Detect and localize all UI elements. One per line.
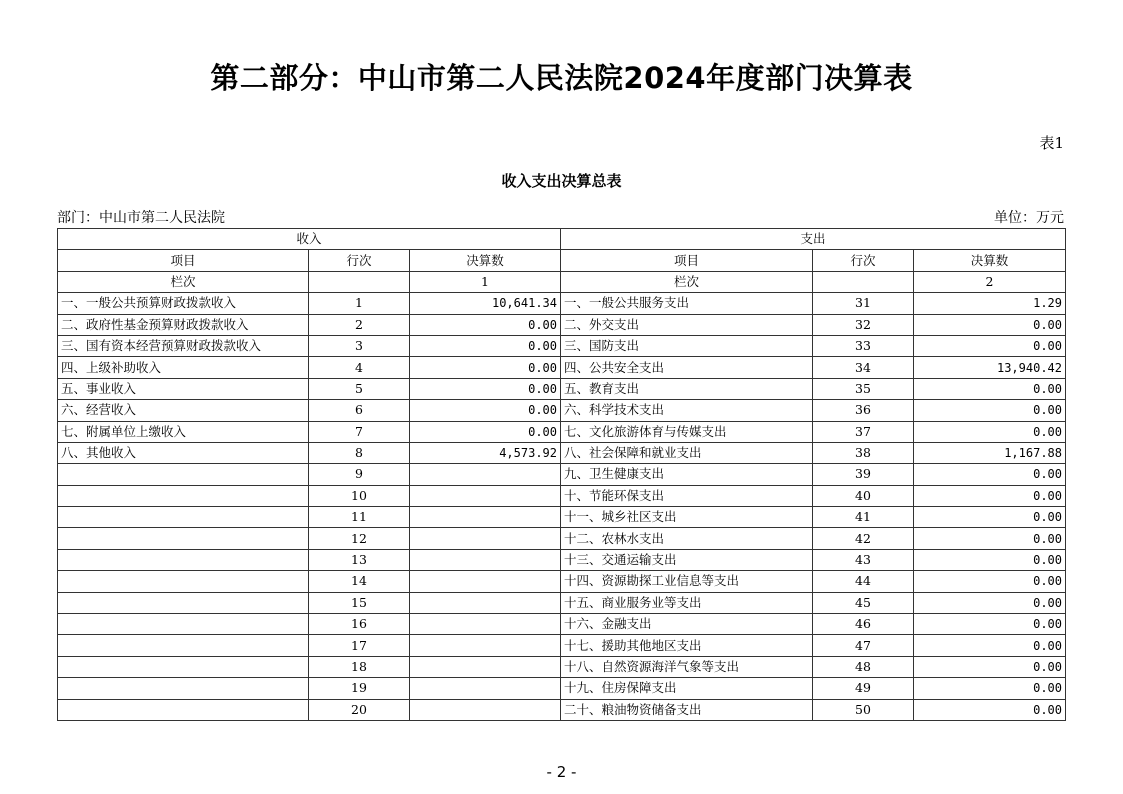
expense-amount-cell: 0.00 [914, 614, 1066, 635]
expense-item-cell: 二、外交支出 [561, 314, 813, 335]
expense-index-value: 2 [914, 271, 1066, 292]
expense-line-cell: 41 [813, 507, 914, 528]
expense-line-cell: 33 [813, 335, 914, 356]
table-number: 表1 [1039, 134, 1064, 152]
expense-item-cell: 十七、援助其他地区支出 [561, 635, 813, 656]
income-item-cell: 八、其他收入 [58, 442, 309, 463]
income-line-cell: 12 [309, 528, 410, 549]
table-row [58, 314, 1066, 335]
table-row [58, 699, 1066, 720]
table-row [58, 485, 1066, 506]
expense-line-cell: 50 [813, 699, 914, 720]
section-header-row [58, 229, 1066, 250]
income-line-cell: 16 [309, 614, 410, 635]
expense-amount-cell: 1.29 [914, 293, 1066, 314]
income-item-cell: 四、上级补助收入 [58, 357, 309, 378]
income-line-cell: 10 [309, 485, 410, 506]
income-item-cell: 六、经营收入 [58, 400, 309, 421]
income-index-line [309, 271, 410, 292]
income-item-cell [58, 656, 309, 677]
expense-line-cell: 34 [813, 357, 914, 378]
income-line-cell: 18 [309, 656, 410, 677]
income-amount-cell [410, 549, 561, 570]
expense-amount-cell: 0.00 [914, 335, 1066, 356]
income-amount-cell [410, 592, 561, 613]
income-item-header: 项目 [58, 250, 309, 271]
income-expense-table [57, 228, 1066, 721]
expense-line-cell: 48 [813, 656, 914, 677]
table-row [58, 571, 1066, 592]
table-row [58, 528, 1066, 549]
page-title: 第二部分：中山市第二人民法院2024年度部门决算表 [210, 61, 913, 95]
table-row [58, 293, 1066, 314]
income-item-cell: 三、国有资本经营预算财政拨款收入 [58, 335, 309, 356]
expense-line-cell: 49 [813, 678, 914, 699]
expense-amount-cell: 0.00 [914, 635, 1066, 656]
expense-amount-cell: 0.00 [914, 507, 1066, 528]
income-amount-header: 决算数 [410, 250, 561, 271]
income-item-cell [58, 635, 309, 656]
expense-amount-cell: 0.00 [914, 549, 1066, 570]
expense-line-cell: 42 [813, 528, 914, 549]
table-row [58, 635, 1066, 656]
income-line-cell: 20 [309, 699, 410, 720]
income-line-cell: 11 [309, 507, 410, 528]
income-line-cell: 13 [309, 549, 410, 570]
unit-label: 单位：万元 [994, 210, 1064, 226]
income-item-cell: 七、附属单位上缴收入 [58, 421, 309, 442]
income-item-cell [58, 507, 309, 528]
expense-amount-cell: 1,167.88 [914, 442, 1066, 463]
expense-item-cell: 九、卫生健康支出 [561, 464, 813, 485]
income-line-header: 行次 [309, 250, 410, 271]
table-row [58, 507, 1066, 528]
column-index-row [58, 271, 1066, 292]
expense-item-cell: 六、科学技术支出 [561, 400, 813, 421]
expense-line-cell: 45 [813, 592, 914, 613]
expense-item-cell: 十六、金融支出 [561, 614, 813, 635]
expense-item-cell: 七、文化旅游体育与传媒支出 [561, 421, 813, 442]
expense-line-cell: 36 [813, 400, 914, 421]
income-line-cell: 6 [309, 400, 410, 421]
expense-item-cell: 十四、资源勘探工业信息等支出 [561, 571, 813, 592]
expense-item-cell: 四、公共安全支出 [561, 357, 813, 378]
table-row [58, 378, 1066, 399]
expense-item-cell: 十二、农林水支出 [561, 528, 813, 549]
expense-amount-header: 决算数 [914, 250, 1066, 271]
income-line-cell: 19 [309, 678, 410, 699]
income-item-cell [58, 485, 309, 506]
income-line-cell: 5 [309, 378, 410, 399]
expense-line-header: 行次 [813, 250, 914, 271]
expense-amount-cell: 0.00 [914, 464, 1066, 485]
table-title: 收入支出决算总表 [501, 172, 622, 190]
income-item-cell [58, 464, 309, 485]
expense-item-cell: 三、国防支出 [561, 335, 813, 356]
income-amount-cell: 0.00 [410, 314, 561, 335]
income-amount-cell [410, 678, 561, 699]
income-amount-cell [410, 507, 561, 528]
income-item-cell [58, 549, 309, 570]
income-line-cell: 1 [309, 293, 410, 314]
expense-amount-cell: 0.00 [914, 678, 1066, 699]
expense-item-cell: 八、社会保障和就业支出 [561, 442, 813, 463]
expense-line-cell: 46 [813, 614, 914, 635]
expense-amount-cell: 0.00 [914, 485, 1066, 506]
expense-item-cell: 十三、交通运输支出 [561, 549, 813, 570]
expense-item-cell: 十八、自然资源海洋气象等支出 [561, 656, 813, 677]
income-line-cell: 17 [309, 635, 410, 656]
income-line-cell: 2 [309, 314, 410, 335]
expense-line-cell: 38 [813, 442, 914, 463]
income-amount-cell: 0.00 [410, 421, 561, 442]
table-row [58, 592, 1066, 613]
table-row [58, 656, 1066, 677]
table-row [58, 549, 1066, 570]
income-item-cell: 二、政府性基金预算财政拨款收入 [58, 314, 309, 335]
expense-item-cell: 五、教育支出 [561, 378, 813, 399]
expense-item-header: 项目 [561, 250, 813, 271]
expense-index-label: 栏次 [561, 271, 813, 292]
expense-item-cell: 十九、住房保障支出 [561, 678, 813, 699]
expense-amount-cell: 0.00 [914, 699, 1066, 720]
expense-item-cell: 二十、粮油物资储备支出 [561, 699, 813, 720]
income-line-cell: 14 [309, 571, 410, 592]
income-item-cell [58, 699, 309, 720]
expense-line-cell: 43 [813, 549, 914, 570]
expense-item-cell: 十五、商业服务业等支出 [561, 592, 813, 613]
expense-amount-cell: 0.00 [914, 528, 1066, 549]
expense-line-cell: 35 [813, 378, 914, 399]
expense-line-cell: 47 [813, 635, 914, 656]
income-section-header: 收入 [58, 229, 561, 250]
income-line-cell: 4 [309, 357, 410, 378]
income-amount-cell [410, 464, 561, 485]
income-index-value: 1 [410, 271, 561, 292]
table-row [58, 335, 1066, 356]
expense-line-cell: 32 [813, 314, 914, 335]
page-number: - 2 - [546, 763, 577, 781]
income-amount-cell [410, 528, 561, 549]
expense-amount-cell: 0.00 [914, 592, 1066, 613]
income-amount-cell [410, 656, 561, 677]
table-row [58, 421, 1066, 442]
table-row [58, 400, 1066, 421]
income-index-label: 栏次 [58, 271, 309, 292]
income-amount-cell: 10,641.34 [410, 293, 561, 314]
expense-line-cell: 31 [813, 293, 914, 314]
income-item-cell: 一、一般公共预算财政拨款收入 [58, 293, 309, 314]
income-line-cell: 8 [309, 442, 410, 463]
income-line-cell: 9 [309, 464, 410, 485]
expense-amount-cell: 0.00 [914, 656, 1066, 677]
income-amount-cell [410, 699, 561, 720]
income-amount-cell: 0.00 [410, 378, 561, 399]
expense-line-cell: 44 [813, 571, 914, 592]
expense-amount-cell: 0.00 [914, 314, 1066, 335]
income-item-cell [58, 678, 309, 699]
table-row [58, 442, 1066, 463]
income-line-cell: 7 [309, 421, 410, 442]
expense-line-cell: 39 [813, 464, 914, 485]
income-amount-cell [410, 485, 561, 506]
expense-section-header: 支出 [561, 229, 1066, 250]
income-amount-cell: 4,573.92 [410, 442, 561, 463]
income-line-cell: 3 [309, 335, 410, 356]
expense-item-cell: 十一、城乡社区支出 [561, 507, 813, 528]
income-item-cell: 五、事业收入 [58, 378, 309, 399]
income-amount-cell: 0.00 [410, 335, 561, 356]
expense-amount-cell: 0.00 [914, 400, 1066, 421]
table-row [58, 464, 1066, 485]
income-line-cell: 15 [309, 592, 410, 613]
income-amount-cell: 0.00 [410, 357, 561, 378]
table-row [58, 614, 1066, 635]
expense-item-cell: 一、一般公共服务支出 [561, 293, 813, 314]
income-amount-cell [410, 614, 561, 635]
expense-amount-cell: 0.00 [914, 421, 1066, 442]
income-amount-cell: 0.00 [410, 400, 561, 421]
department-label: 部门：中山市第二人民法院 [57, 210, 225, 226]
income-amount-cell [410, 635, 561, 656]
expense-amount-cell: 0.00 [914, 378, 1066, 399]
expense-amount-cell: 0.00 [914, 571, 1066, 592]
income-item-cell [58, 614, 309, 635]
expense-index-line [813, 271, 914, 292]
income-item-cell [58, 592, 309, 613]
column-header-row [58, 250, 1066, 271]
expense-line-cell: 37 [813, 421, 914, 442]
income-item-cell [58, 528, 309, 549]
income-amount-cell [410, 571, 561, 592]
table-row [58, 678, 1066, 699]
table-row [58, 357, 1066, 378]
income-item-cell [58, 571, 309, 592]
expense-line-cell: 40 [813, 485, 914, 506]
expense-amount-cell: 13,940.42 [914, 357, 1066, 378]
expense-item-cell: 十、节能环保支出 [561, 485, 813, 506]
